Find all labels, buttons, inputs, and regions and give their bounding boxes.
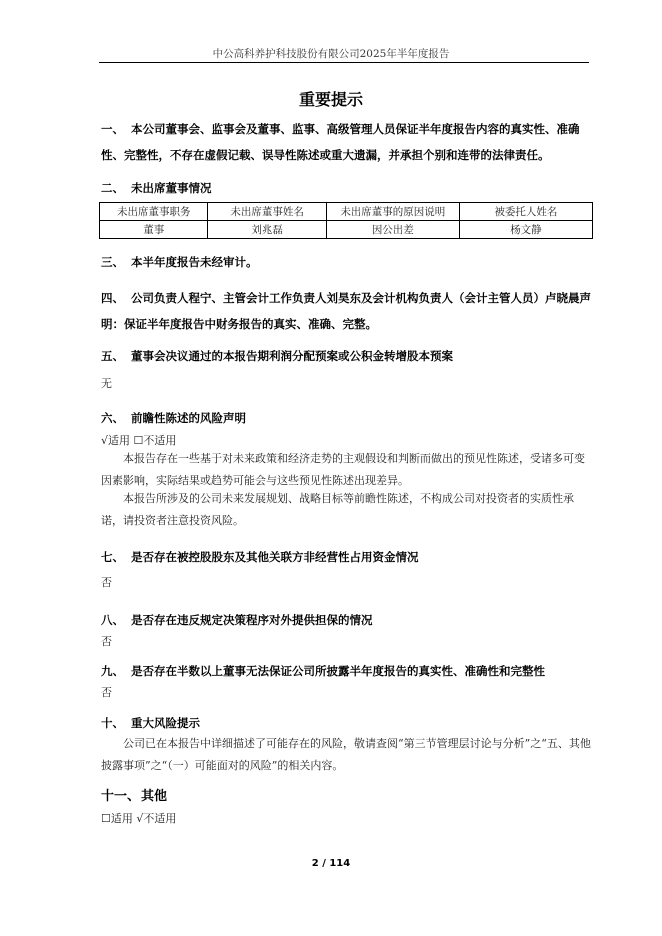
section-4-number: 四、 xyxy=(101,291,124,305)
page-number: 2 / 114 xyxy=(311,858,351,869)
section-1-text: 本公司董事会、监事会及董事、监事、高级管理人员保证半年度报告内容的真实性、准确性、完整性，不存在虚假记载、误导性陈述或重大遗漏，并承担个别和连带的法律责任。 xyxy=(101,122,580,162)
section-6-paragraph-2: 本报告所涉及的公司未来发展规划、战略目标等前瞻性陈述，不构成公司对投资者的实质性承诺，请投资者注意投资风险。 xyxy=(101,492,574,527)
header-rule xyxy=(99,62,589,63)
section-9-number: 九、 xyxy=(101,664,124,678)
section-6-text: 前瞻性陈述的风险声明 xyxy=(131,411,246,425)
section-5-heading xyxy=(101,348,453,364)
table-header-cell: 未出席董事职务 xyxy=(100,203,208,221)
section-11-number: 十一、 xyxy=(101,789,141,804)
section-10-text: 重大风险提示 xyxy=(131,716,200,730)
section-2-text: 未出席董事情况 xyxy=(131,181,212,195)
section-8-heading xyxy=(101,612,373,628)
section-7-body: 否 xyxy=(101,576,112,589)
section-11-text: 其他 xyxy=(141,789,168,804)
section-5-text: 董事会决议通过的本报告期利润分配预案或公积金转增股本预案 xyxy=(131,349,453,363)
section-2-heading xyxy=(101,180,212,196)
section-8-body: 否 xyxy=(101,635,112,648)
table-cell: 刘兆磊 xyxy=(208,221,326,239)
section-6-paragraph-1: 本报告存在一些基于对未来政策和经济走势的主观假设和判断而做出的预见性陈述，受诸多可变因素影响，实际结果或趋势可能会与这些预见性陈述出现差异。 xyxy=(101,452,585,487)
section-11-heading xyxy=(101,785,167,804)
running-header: 中公高科养护科技股份有限公司2025年半年度报告 xyxy=(212,48,450,60)
section-11-applicability: ☐适用 √不适用 xyxy=(101,812,177,825)
section-1 xyxy=(101,116,597,168)
section-10-heading xyxy=(101,715,200,731)
table-cell: 杨文静 xyxy=(459,221,592,239)
section-9-body: 否 xyxy=(101,686,112,699)
table-header-cell: 被委托人姓名 xyxy=(459,203,592,221)
table-header-cell: 未出席董事姓名 xyxy=(208,203,326,221)
table-cell: 董事 xyxy=(100,221,208,239)
section-6-applicability: √适用 ☐不适用 xyxy=(101,434,177,447)
section-4-text: 公司负责人程宁、主管会计工作负责人刘昊东及会计机构负责人（会计主管人员）卢晓晨声明：保证半年度报告中财务报告的真实、准确、完整。 xyxy=(101,291,591,331)
section-9-text: 是否存在半数以上董事无法保证公司所披露半年度报告的真实性、准确性和完整性 xyxy=(131,664,545,678)
page-title: 重要提示 xyxy=(298,90,363,109)
section-4 xyxy=(101,285,597,337)
section-3-heading xyxy=(101,254,258,270)
section-7-number: 七、 xyxy=(101,550,124,564)
section-10-number: 十、 xyxy=(101,716,124,730)
section-2-number: 二、 xyxy=(101,181,124,195)
section-7-text: 是否存在被控股股东及其他关联方非经营性占用资金情况 xyxy=(131,550,419,564)
section-6-heading xyxy=(101,410,246,426)
section-5-body: 无 xyxy=(101,377,112,390)
section-8-number: 八、 xyxy=(101,613,124,627)
table-row xyxy=(100,221,593,239)
absent-directors-table xyxy=(99,202,593,239)
section-5-number: 五、 xyxy=(101,349,124,363)
section-7-heading xyxy=(101,549,419,565)
section-10-paragraph: 公司已在本报告中详细描述了可能存在的风险，敬请查阅“第三节管理层讨论与分析”之“五、其他披露事项”之“（一）可能面对的风险”的相关内容。 xyxy=(101,737,591,772)
section-3-text: 本半年度报告未经审计。 xyxy=(131,255,258,269)
section-9-heading xyxy=(101,663,545,679)
section-6-number: 六、 xyxy=(101,411,124,425)
section-1-number: 一、 xyxy=(101,122,124,136)
section-8-text: 是否存在违反规定决策程序对外提供担保的情况 xyxy=(131,613,373,627)
table-header-cell: 未出席董事的原因说明 xyxy=(326,203,459,221)
table-header-row xyxy=(100,203,593,221)
section-3-number: 三、 xyxy=(101,255,124,269)
table-cell: 因公出差 xyxy=(326,221,459,239)
